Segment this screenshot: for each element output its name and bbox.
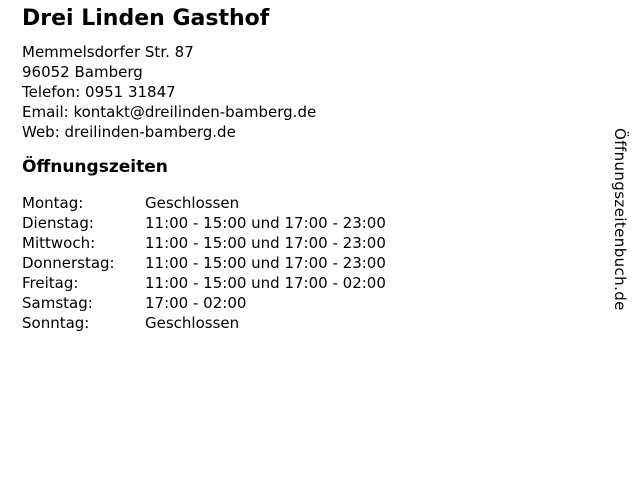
watermark-site-label: Öffnungszeitenbuch.de: [611, 128, 629, 311]
hours-heading: Öffnungszeiten: [22, 157, 168, 177]
hours-row-monday: [22, 193, 386, 213]
hours-time-value: Geschlossen: [145, 314, 240, 332]
page-title: Drei Linden Gasthof: [22, 6, 270, 31]
hours-day-label: Donnerstag:: [22, 254, 115, 272]
hours-row-wednesday: [22, 233, 386, 253]
hours-day-label: Samstag:: [22, 294, 93, 312]
hours-row-sunday: [22, 313, 386, 333]
hours-time-value: 11:00 - 15:00 und 17:00 - 23:00: [145, 234, 386, 252]
hours-time-value: 17:00 - 02:00: [145, 294, 247, 312]
hours-row-thursday: [22, 253, 386, 273]
hours-time-value: 11:00 - 15:00 und 17:00 - 02:00: [145, 274, 386, 292]
hours-table: [22, 193, 386, 333]
phone-line: Telefon: 0951 31847: [22, 83, 176, 101]
hours-day-label: Montag:: [22, 194, 84, 212]
hours-day-label: Sonntag:: [22, 314, 90, 332]
hours-time-value: 11:00 - 15:00 und 17:00 - 23:00: [145, 254, 386, 272]
hours-row-tuesday: [22, 213, 386, 233]
hours-row-friday: [22, 273, 386, 293]
hours-day-label: Freitag:: [22, 274, 79, 292]
hours-time-value: Geschlossen: [145, 194, 240, 212]
address-city: 96052 Bamberg: [22, 63, 143, 81]
business-info: [22, 42, 316, 142]
hours-day-label: Mittwoch:: [22, 234, 96, 252]
web-line: Web: dreilinden-bamberg.de: [22, 123, 236, 141]
email-line: Email: kontakt@dreilinden-bamberg.de: [22, 103, 317, 121]
hours-day-label: Dienstag:: [22, 214, 94, 232]
hours-time-value: 11:00 - 15:00 und 17:00 - 23:00: [145, 214, 386, 232]
address-street: Memmelsdorfer Str. 87: [22, 43, 194, 61]
hours-row-saturday: [22, 293, 386, 313]
